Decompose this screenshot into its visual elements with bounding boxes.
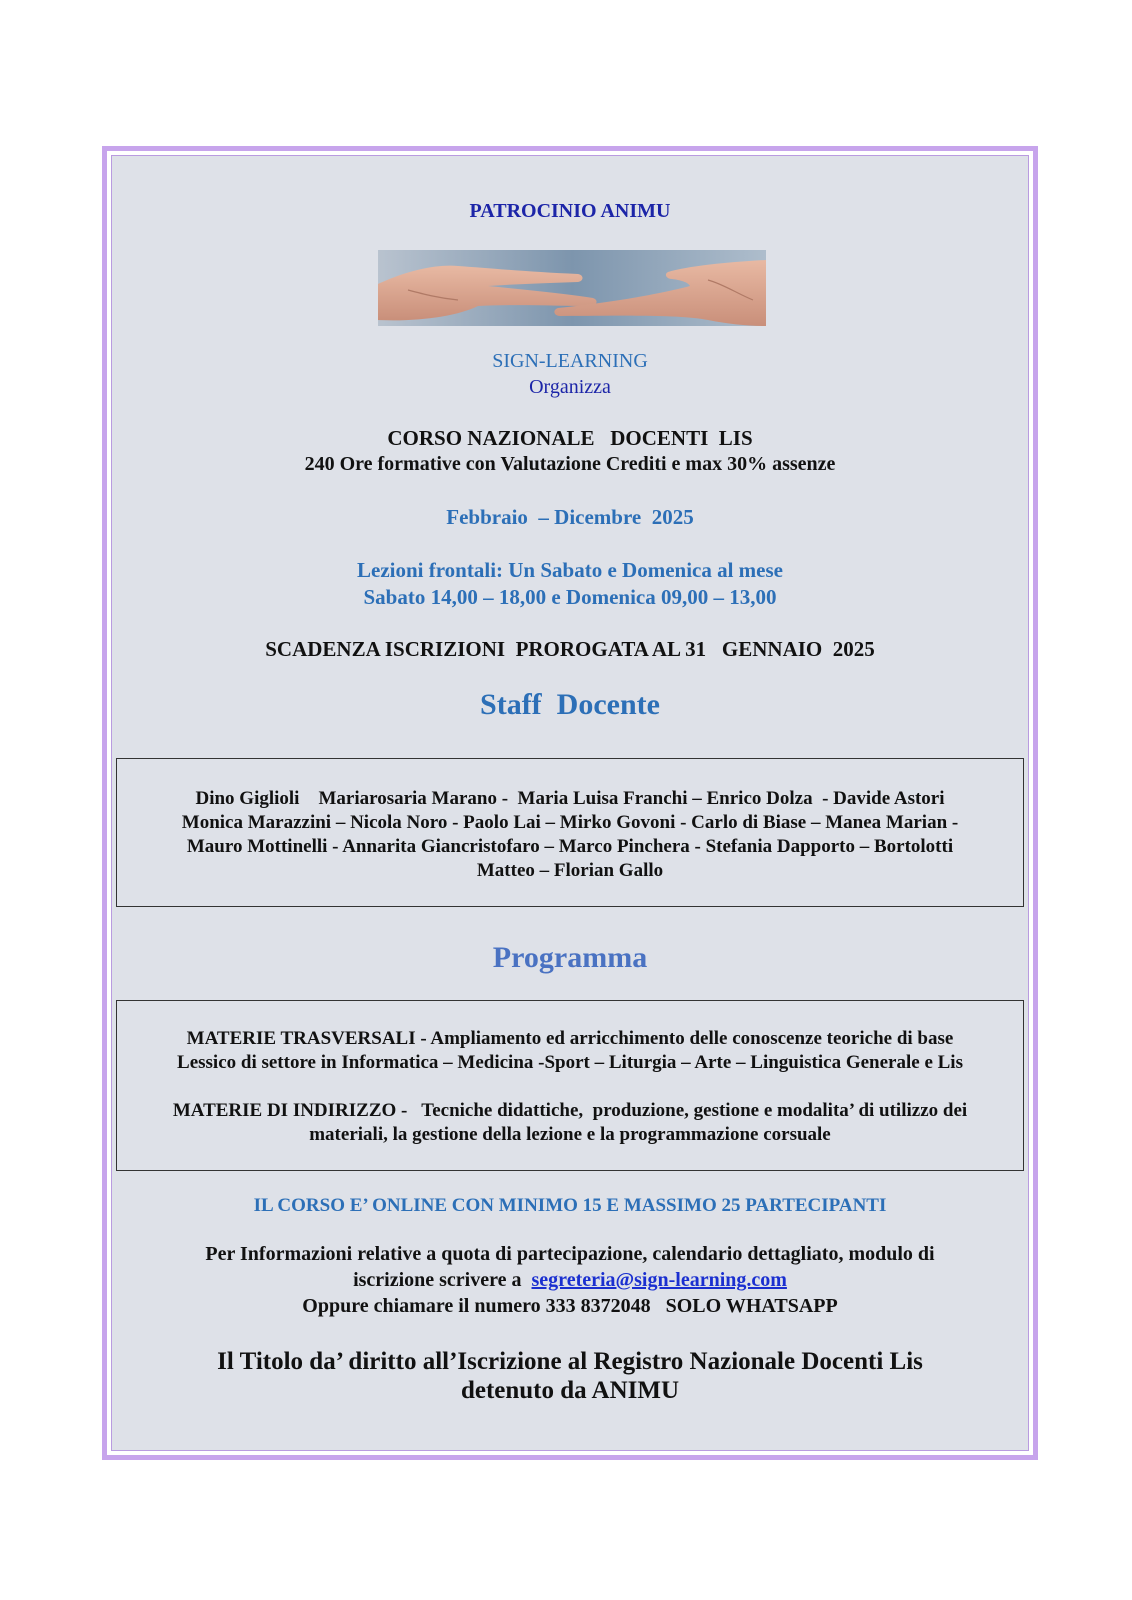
programma-line: materiali, la gestione della lezione e la programmazione corsuale	[309, 1124, 831, 1145]
patrocinio-label: PATROCINIO ANIMU	[469, 200, 671, 222]
staff-line: Dino Giglioli Mariarosaria Marano - Maria Luisa Franchi – Enrico Dolza - Davide Astori	[195, 788, 945, 809]
course-title: CORSO NAZIONALE DOCENTI LIS	[387, 426, 753, 450]
course-period: Febbraio – Dicembre 2025	[446, 505, 694, 529]
programma-box	[116, 1000, 1024, 1171]
flyer-frame	[102, 146, 1038, 1460]
deadline-notice: SCADENZA ISCRIZIONI PROROGATA AL 31 GENNAIO 2025	[265, 637, 875, 661]
staff-box	[116, 758, 1024, 907]
footer-line-2: detenuto da ANIMU	[460, 1377, 680, 1404]
course-subtitle: 240 Ore formative con Valutazione Crediti e max 30% assenze	[304, 453, 836, 475]
programma-line: MATERIE DI INDIRIZZO - Tecniche didattiche, produzione, gestione e modalita’ di utilizzo dei	[172, 1100, 968, 1121]
online-note: IL CORSO E’ ONLINE CON MINIMO 15 E MASSIMO 25 PARTECIPANTI	[253, 1195, 887, 1216]
info-line-2	[112, 1269, 1028, 1292]
programma-heading: Programma	[492, 941, 648, 974]
lessons-line-1: Lezioni frontali: Un Sabato e Domenica al mese	[357, 558, 783, 582]
email-link[interactable]: segreteria@sign-learning.com	[531, 1269, 787, 1291]
staff-line: Monica Marazzini – Nicola Noro - Paolo Lai – Mirko Govoni - Carlo di Biase – Manea Marian -	[181, 812, 959, 833]
programma-line: Lessico di settore in Informatica – Medicina -Sport – Liturgia – Arte – Linguistica Generale e Lis	[177, 1052, 963, 1073]
staff-line: Matteo – Florian Gallo	[476, 860, 664, 881]
staff-heading: Staff Docente	[480, 688, 660, 721]
programma-line: MATERIE TRASVERSALI - Ampliamento ed arricchimento delle conoscenze teoriche di base	[186, 1028, 954, 1049]
lessons-line-2: Sabato 14,00 – 18,00 e Domenica 09,00 – 13,00	[363, 585, 777, 609]
organizer-verb: Organizza	[529, 376, 611, 398]
footer-line-1: Il Titolo da’ diritto all’Iscrizione al Registro Nazionale Docenti Lis	[217, 1348, 923, 1375]
info-line-2-text: iscrizione scrivere a	[353, 1269, 532, 1291]
info-line-1: Per Informazioni relative a quota di partecipazione, calendario dettagliato, modulo di	[205, 1243, 935, 1265]
hands-sign-image	[378, 250, 766, 326]
staff-line: Mauro Mottinelli - Annarita Giancristofaro – Marco Pinchera - Stefania Dapporto – Bortolotti	[186, 836, 954, 857]
organizer-name: SIGN-LEARNING	[492, 350, 648, 372]
flyer-panel	[111, 155, 1029, 1451]
info-line-3: Oppure chiamare il numero 333 8372048 SOLO WHATSAPP	[302, 1295, 838, 1317]
